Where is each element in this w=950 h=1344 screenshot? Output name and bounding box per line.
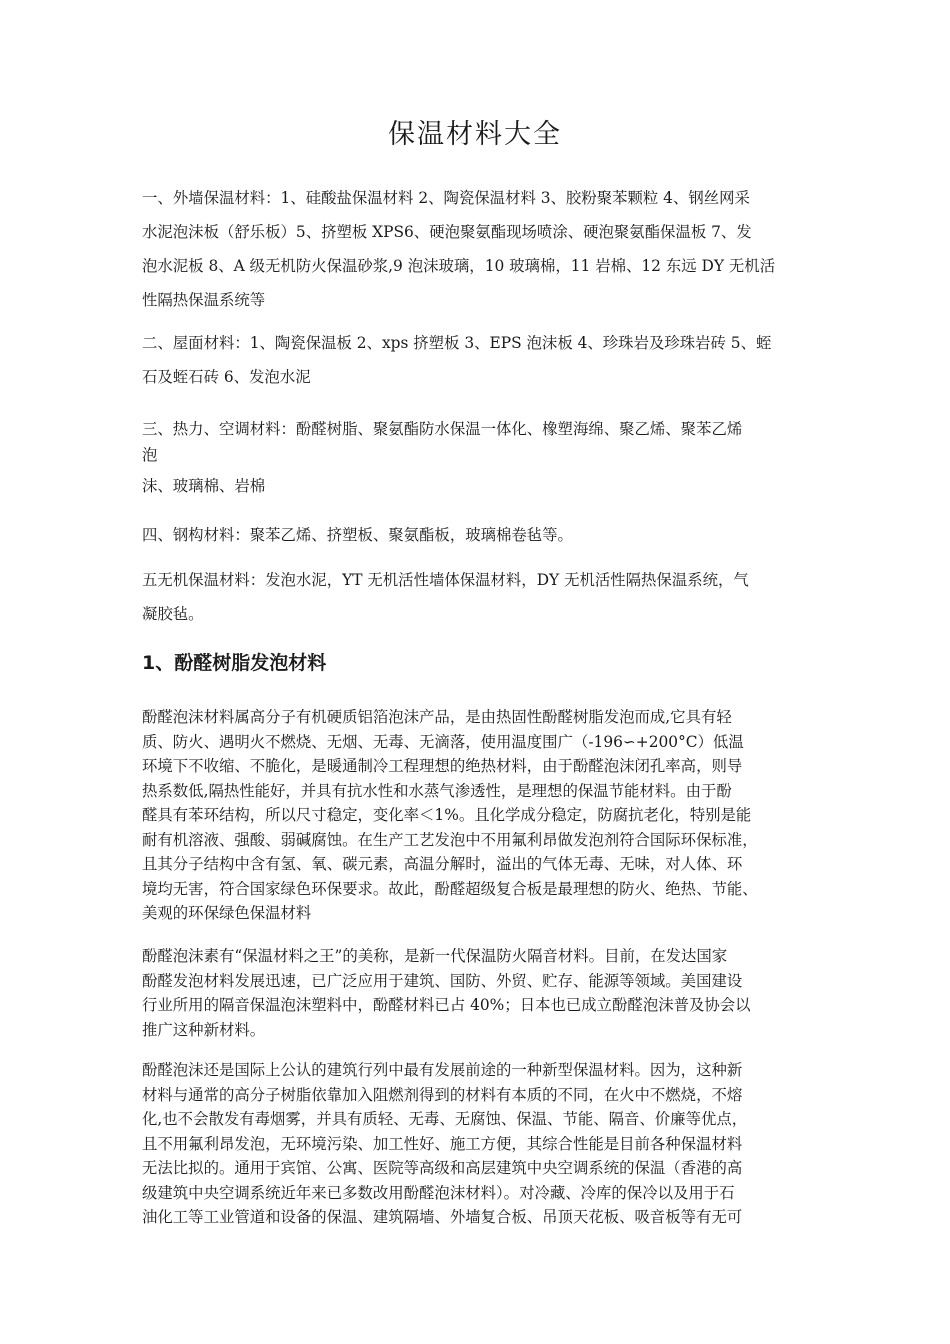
text-line: 凝胶毡。 — [142, 605, 204, 623]
section-heading: 1、酚醛树脂发泡材料 — [142, 652, 327, 674]
paragraph-steel-structure — [142, 523, 807, 547]
text-line: 耐有机溶液、强酸、弱碱腐蚀。在生产工艺发泡中不用氟利昂做发泡剂符合国际环保标准， — [142, 830, 758, 849]
text-line: 醛具有苯环结构，所以尺寸稳定，变化率＜1%。且化学成分稳定，防腐抗老化，特别是能 — [142, 806, 752, 824]
text-line: 水泥泡沫板（舒乐板）5、挤塑板 XPS6、硬泡聚氨酯现场喷涂、硬泡聚氨酯保温板 7、发 — [142, 223, 752, 241]
text-line: 美观的环保绿色保温材料 — [142, 904, 312, 922]
text-line: 一、外墙保温材料：1、硅酸盐保温材料 2、陶瓷保温材料 3、胶粉聚苯颗粒 4、钢丝网采 — [142, 189, 750, 207]
paragraph-phenolic-1 — [142, 705, 807, 926]
text-line: 油化工等工业管道和设备的保温、建筑隔墙、外墙复合板、吊顶天花板、吸音板等有无可 — [142, 1208, 743, 1226]
text-line: 三、热力、空调材料：酚醛树脂、聚氨酯防水保温一体化、橡塑海绵、聚乙烯、聚苯乙烯 — [142, 420, 743, 438]
text-line: 无法比拟的。通用于宾馆、公寓、医院等高级和高层建筑中央空调系统的保温（香港的高 — [142, 1159, 743, 1177]
text-line: 酚醛泡沫材料属高分子有机硬质铝箔泡沫产品，是由热固性酚醛树脂发泡而成,它具有轻 — [142, 708, 732, 726]
text-line: 推广这种新材料。 — [142, 1020, 266, 1039]
text-line: 且不用氟利昂发泡，无环境污染、加工性好、施工方便，其综合性能是目前各种保温材料 — [142, 1134, 743, 1153]
text-line: 质、防火、遇明火不燃烧、无烟、无毒、无滴落，使用温度围广（-196∽+200°C）低温 — [142, 732, 744, 751]
text-line: 材料与通常的高分子树脂依靠加入阻燃剂得到的材料有本质的不同，在火中不燃烧，不熔 — [142, 1085, 743, 1104]
text-line: 沫、玻璃棉、岩棉 — [142, 477, 266, 495]
text-line: 二、屋面材料：1、陶瓷保温板 2、xps 挤塑板 3、EPS 泡沫板 4、珍珠岩及珍珠岩砖 5、蛭 — [142, 334, 772, 352]
paragraph-inorganic — [142, 563, 807, 631]
text-line: 级建筑中央空调系统近年来已多数改用酚醛泡沫材料）。对冷藏、冷库的保冷以及用于石 — [142, 1183, 735, 1202]
text-line: 环境下不收缩、不脆化，是暖通制冷工程理想的绝热材料，由于酚醛泡沫闭孔率高，则导 — [142, 757, 743, 775]
text-line: 行业所用的隔音保温泡沫塑料中，酚醛材料已占 40%；日本也已成立酚醛泡沫普及协会以 — [142, 996, 751, 1014]
text-line: 酚醛泡沫素有“保温材料之王”的美称，是新一代保温防火隔音材料。目前，在发达国家 — [142, 947, 728, 965]
paragraph-roof — [142, 326, 807, 394]
text-line: 性隔热保温系统等 — [142, 291, 266, 309]
page-title: 保温材料大全 — [388, 119, 562, 150]
paragraph-phenolic-2 — [142, 944, 807, 1042]
text-line: 五无机保温材料：发泡水泥，YT 无机活性墙体保温材料，DY 无机活性隔热保温系统，气 — [142, 571, 749, 589]
text-line: 泡水泥板 8、A 级无机防火保温砂浆,9 泡沫玻璃，10 玻璃棉，11 岩棉、12 东远 DY 无机活 — [142, 257, 776, 275]
text-line: 热系数低,隔热性能好，并具有抗水性和水蒸气渗透性，是理想的保温节能材料。由于酚 — [142, 781, 732, 800]
paragraph-thermal-hvac — [142, 416, 807, 468]
paragraph-exterior-wall — [142, 181, 807, 317]
paragraph-phenolic-3 — [142, 1058, 807, 1230]
text-line: 石及蛭石砖 6、发泡水泥 — [142, 368, 311, 386]
text-line: 泡 — [142, 446, 158, 464]
text-line: 化,也不会散发有毒烟雾，并具有质轻、无毒、无腐蚀、保温、节能、隔音、价廉等优点， — [142, 1110, 748, 1128]
text-line: 境均无害，符合国家绿色环保要求。故此，酚醛超级复合板是最理想的防火、绝热、节能、 — [142, 879, 758, 898]
text-line: 酚醛发泡材料发展迅速，已广泛应用于建筑、国防、外贸、贮存、能源等领域。美国建设 — [142, 971, 743, 990]
text-line: 四、钢构材料：聚苯乙烯、挤塑板、聚氨酯板，玻璃棉卷毡等。 — [142, 526, 573, 544]
text-line: 且其分子结构中含有氢、氧、碳元素，高温分解时，溢出的气体无毒、无味，对人体、环 — [142, 855, 743, 873]
paragraph-thermal-hvac-cont — [142, 474, 807, 498]
text-line: 酚醛泡沫还是国际上公认的建筑行列中最有发展前途的一种新型保温材料。因为，这种新 — [142, 1061, 743, 1079]
